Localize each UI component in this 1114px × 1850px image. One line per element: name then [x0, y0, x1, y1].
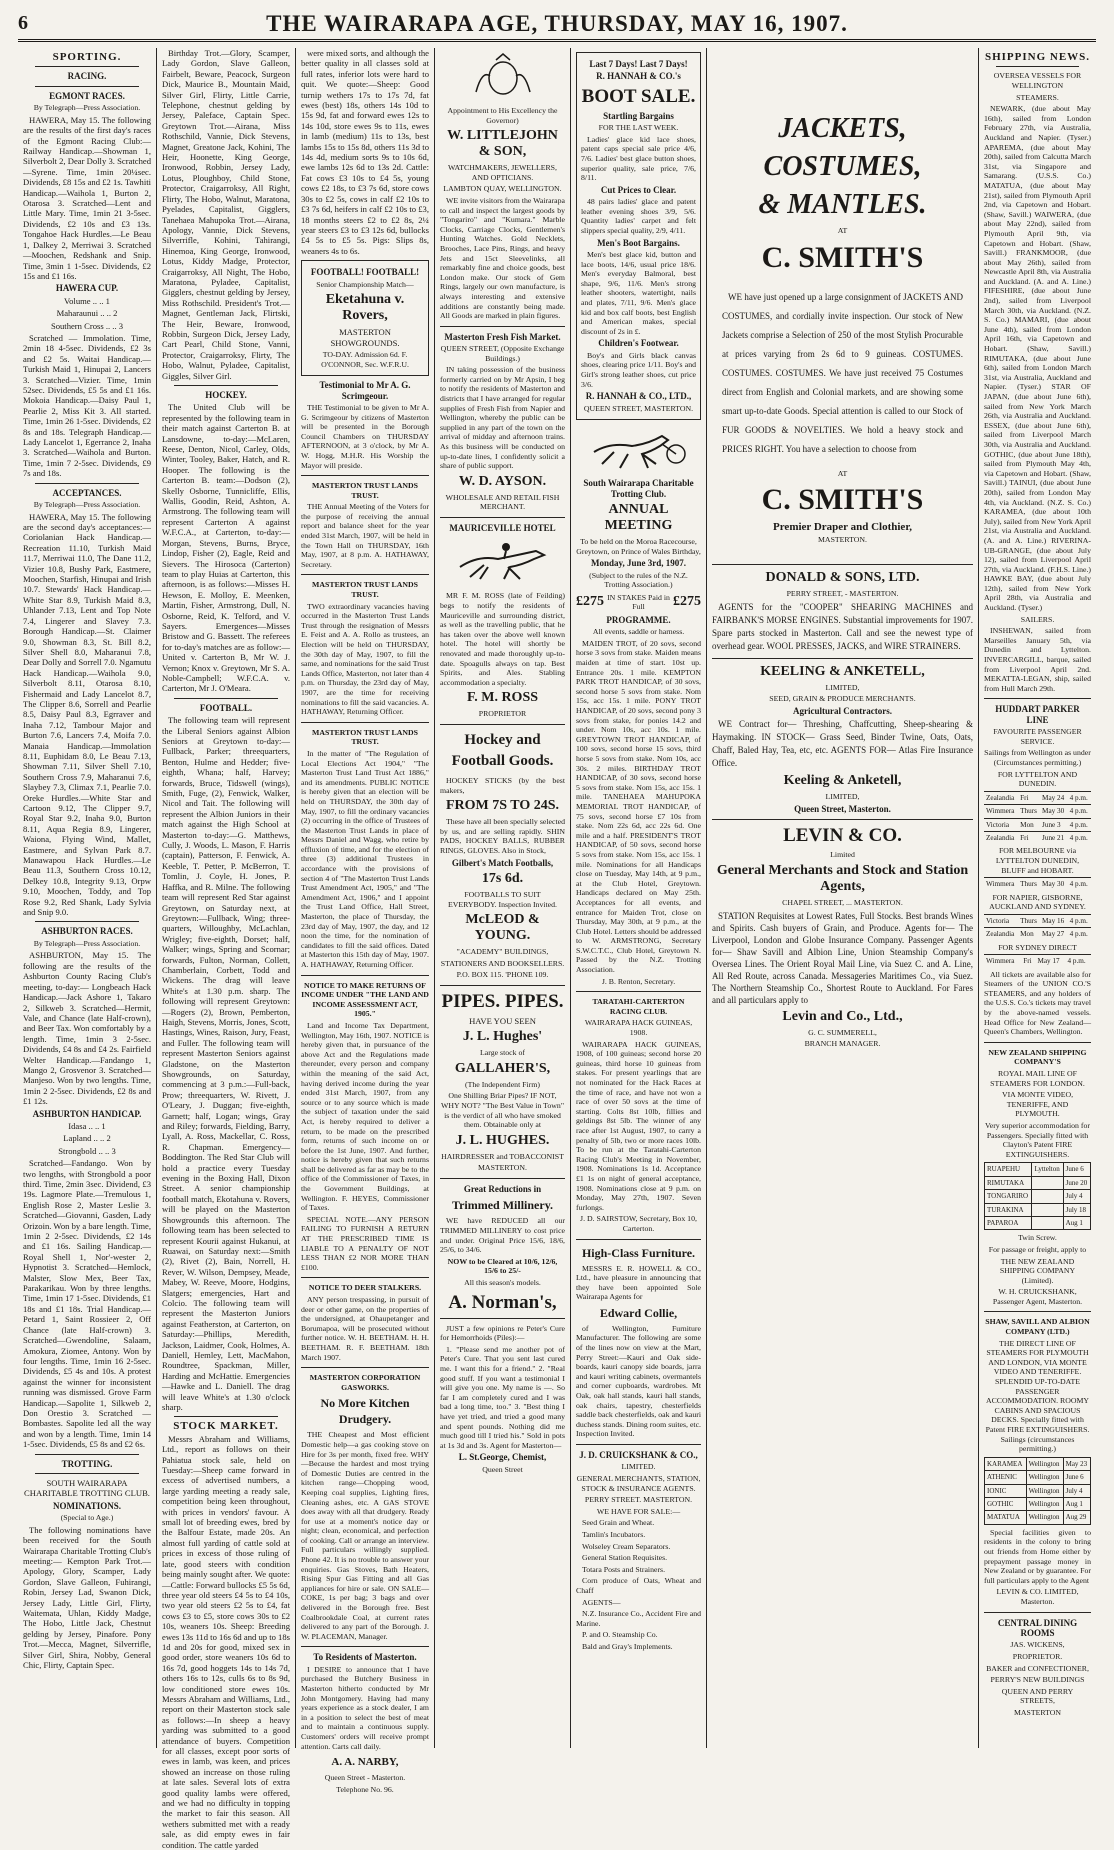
advert-text: FAVOURITE PASSENGER SERVICE.	[993, 727, 1082, 746]
table-row: Zealandia Fri June 21 4 p.m.	[984, 832, 1091, 845]
list-item: AGENTS—	[582, 1597, 621, 1607]
advert-text: Gilbert's Match Footballs,	[451, 857, 554, 868]
masthead	[18, 8, 1096, 42]
list-item: Tamlin's Incubators.	[582, 1529, 646, 1539]
advert-text: J. B. Renton, Secretary.	[601, 976, 676, 986]
advert-body: WE have REDUCED all our TRIMMED MILLINERY to cost price and under. Original Price 15/6, 18/6, 25/6, to 34/6.	[440, 1216, 565, 1255]
advertiser-name: J. L. HUGHES.	[455, 1132, 550, 1148]
advert-text: WATCHMAKERS, JEWELLERS, AND OPTICIANS.	[448, 163, 557, 182]
advertiser-name: A. Norman's,	[448, 1291, 557, 1313]
notice-body: In the matter of "The Regulation of Local Elections Act 1904," "The Masterton Trust Land Trust Act 1886," and its amendments. PUBLIC NOTICE is hereby given that an election will be held on THURSDAY, the 30th day of May, 1907, to fill the ordinary vacancies (2) occurring in the office of Trustees of the Masterton Trust Lands in place of Messrs Daniel and Wagg, who retire by effluxion of time, and for the election of three (3) additional Trustees in accordance with the provisions of section 4 of "The Masterton Trust Lands Trust Amendment Act, 1905," and "The Amendment Act, 1906," and I appoint the Trust Land Office, Hall Street, Masterton, the place of Thursday, the 23rd day of May, 1907, the day, and 12 noon the time, for the nomination of candidates to fill the said offices. Dated at Masterton this 15th day of May, 1907. A. HATHAWAY, Returning Officer.	[301, 748, 429, 969]
table-row: TONGARIRO July 4	[985, 1190, 1091, 1203]
byline: (Special to Age.)	[60, 1513, 114, 1523]
advert-body: AGENTS for the "COOPER" SHEARING MACHINES and FAIRBANK'S MORSE ENGINES. Substantial improvements for 1907. Spare parts stocked in Masterton. Call and see the newest type of overhead gear. WOOL PRESSES, JACKS, and WIRE STRAINERS.	[712, 601, 973, 651]
horse-and-rider-icon	[448, 537, 558, 587]
advert-text: To be held on the Moroa Racecourse, Greytown, on Prince of Wales Birthday,	[576, 536, 701, 556]
advertiser-name: C. SMITH'S	[761, 240, 924, 274]
advert-heading: & MANTLES.	[758, 189, 927, 220]
advert-body: Special facilities given to residents in the colony to bring out friends from Home either by prepayment passage money in New Zealand or by guarantee. For full particulars apply to the Agent	[984, 1527, 1091, 1585]
advert-text: Limited	[830, 850, 855, 860]
notice-heading: To Residents of Masterton.	[313, 1652, 417, 1663]
table-row: MATATUA Wellington Aug 29	[985, 1511, 1091, 1524]
advertiser-name: A. A. NARBY,	[331, 1756, 399, 1769]
table-row: Wimmera Fri May 17 4 p.m.	[984, 955, 1091, 968]
list-item: General Station Requisites.	[582, 1553, 668, 1563]
advert-text: LIMITED,	[825, 792, 860, 802]
advertiser-name: DONALD & SONS, LTD.	[765, 570, 920, 586]
advert-text: PERRY STREET. MASTERTON.	[584, 1495, 693, 1505]
article-body: NEWARK, (due about May 16th), sailed from London February 27th, via Australia, Auckland and Napier. (Tyser.) APAREMA, (due about May 20th), sailed from Calcutta March 31st, via Singapore and Samarang. (U.S.S. Co.) MATATUA, (due about May 21st), sailed from Plymouth April 2nd, via Capetown and Hobart. (Shaw, Savill.) WAIWERA, (due about May 22nd), sailed from Plymouth April 9th, via Capetown and Hobart. (Shaw, Savill.) FRANKMOOR, (due about May 26th), sailed from Newcastle April 8th, via Australia and Auckland. (A. and A. Line.) FIFESHIRE, (due about June 2nd), sailed from Liverpool March 30th, via Auckland. (N.Z. S. Co.) MAMARI, (due about June 4th), sailed from London April 16th, via Capetown and Hobart. (Shaw, Savill.) RIMUTAKA, (due about June 6th), sailed from London March 31st, via Australia, Auckland and Napier. (Tyser.) STAR OF JAPAN, (due about June 6th), sailed from New York March 26th, via Australia and Auckland. ESSEX, (due about June 6th), sailed from Liverpool March 30th, via Australia and Auckland. GOTHIC, (due about June 18th), sailed from Plymouth May 4th, via Capetown and Hobart. (Shaw, Savill.) TAINUI, (due about June 20th), sailed from London May 4th, via Auckland. (N.Z. S. Co.) KARAMEA, (due about 10th July), sailed from New York April 21st, via Australia and Auckland. (A. and A. Line.) RIVERINA-UB-GRANGE, (due about July 12), sailed from Liverpool April 27th, via Auckland. (F.H.S. Line.) HAWKE BAY, (due about July 12th), sailed from New York April 28th, via Australia and Auckland. (Tyser.)	[984, 104, 1091, 613]
advert-text: MASTERTON.	[478, 1163, 527, 1173]
advert-text: All this season's models.	[464, 1278, 541, 1287]
boot-sale-advert	[576, 52, 701, 420]
advert-body: Boy's and Girls black canvas shoes, clearing price 1/11. Boy's and Girl's strong leather shoes, cut price 3/6.	[581, 350, 696, 389]
advert-text: Queen Street	[482, 1464, 523, 1474]
advert-text: Twin Screw.	[1018, 1233, 1057, 1243]
event-date: Monday, June 3rd, 1907.	[590, 558, 686, 569]
advert-heading: CENTRAL DINING ROOMS	[997, 1617, 1078, 1638]
advert-heading: Trimmed Millinery.	[451, 1198, 554, 1213]
advert-heading: MAURICEVILLE HOTEL	[449, 523, 556, 533]
result-line: Strongbold .. .. 3	[58, 1145, 116, 1156]
advert-heading: COSTUMES,	[763, 151, 922, 182]
article-body: were mixed sorts, and although the better quality in all classes sold at full rates, inferior lots were hard to quit. We quote:—Sheep: Good turnip wethers 17s to 17s 7d, fat ewes (best) 18s, others 14s 10d to 15s 9d, fat and forward ewes 12s to 14s 10d, store ewes 9s to 11s, ewes in lamb (medium) 11s to 13s, best lambs 15s to 15s 8d, others 11s 3d to 14s 4d, medium sorts 9s to 10s 6d, ewe lambs 12s 6d to 13s 2d. Cattle: Fat cows £3 10s to £4 5s, young cows £2 18s, to £3 7s 6d, store cows 30s to £2 5s, cows in calf £2 10s to £3 7s 6d, heifers in calf £2 10s to £3, 18 months steers £2 to £2 8s, 2¼ year steers £3 to £3 12s 6d, bullocks £4 5s to £5 5s. Pigs: Slips 8s, weaners 4s to 6s.	[301, 48, 429, 256]
advert-heading: BOOT SALE.	[581, 85, 696, 107]
list-item: Wolseley Cream Separators.	[582, 1541, 671, 1551]
article-body: The following team will represent the Liberal Seniors against Albion Seniors at Greytown to-day:—Fullback, Parker; threequarters, Benton, Hulme and Hedder; five-eighth, Whana; half, Harvey; forwards, Bruce, Tidswell (wings), Smith, Fuge, (2), Fenwick, Walker, Nicol and Tait. The following will represent the Albion Juniors in their match against the High School at Masterton to-day:—G. Matthews, Cully, J. Woods, L. Mason, F. Harris (captain), Patterson, F. Fenwick, A. Keeble, T. Petter, P. McBerron, T. Tomlin, J. Coyle, H. Jones, P. Haffka, and R. Milne. The following team will represent Red Star against Greytown, on Saturday next, at Greytown:—Fullback, Wing; three-quarters, Willoughby, McLachlan, Wrigley; five-eighth, Dorset; half, Walker; wings, Spring and Scornar; forwards, Fulton, Norman, Collett, Chamberlain, Corbett, Todd and Wickens. The drag will leave White's at 1.30 p.m. sharp. The following will represent Greytown:—Rogers (2), Brown, Pemberton, Haigh, Stevens, Morris, Jones, Scott, Hastings, Wines, Raison, Jury, Feast, and Fuller. The following team will represent Masterton Seniors against Gladstone, on the Masterton Showgrounds, on Saturday, commencing at 3 p.m.:—Full-back, Prow; threequarters, W. Rivett, J. O'Leary, J. Duggan; five-eighth, Garnett; half, Logan; wings, Gray and Riley; forwards, Fielding, Barry, Lyall, A. Ross, Mackellar, C. Ross, R. Chapman. Emergency—Boddington. The Red Star Club will hold a practice every Tuesday evening in the Boxing Hall, Dixon Street. A senior championship football match, Ekotahuna v. Rovers, will be played on the Masterton Showgrounds this afternoon. The following team has been selected to represent Kourii against Hukanui, at Ruawai, on Saturday next:—Smith (2), Rivet (2), Bain, Norrell, H. Rever, W. Wilson, Dempsey, Meade, Mabey, W. Reeve, Moore, Hodgins, Slatgers; emergencies, Hart and Colcio. The following team will represent the Masterton Juniors against Featherston, at Carterton, on Saturday:—Phillips, Meredith, Jackson, Laidmer, Cook, Holmes, A. Daniell, Hemley, Lett, MacMahon, Roundtree, Spackman, Miller, Harding and McHattie. Emergencies—Hawke and L. Daniell. The drag will leave White's at 1.30 o'clock sharp.	[162, 715, 290, 1412]
advertiser-name: R. HANNAH & CO.'s	[596, 71, 681, 82]
article-body: HAWERA, May 15. The following are the results of the first day's races of the Egmont Racing Club:— Railway Handicap.—Showman 1, Silverbolt 2, Dear Dolly 3. Scratched—Syrene. Time, 1min 20¼sec. Dividends, £8 15s and £2 1s. Tawhiti Handicap.—Waihola 1, Burton 2, Otarosa 3. Scratched—Lent and Little Mary. Time, 1min 21 3-5sec. Dividends, £2 10s and £3 13s. Tongahoe Hack Hurdles.—Le Beau 1, Dalkey 2, Merriwai 3. Scratched—Moochen, Redshank and Snip. Time, 3min 1 1-5sec. Dividends, £2 15s and £1 16s.	[23, 114, 151, 281]
table-row: Zealandia Fri May 24 4 p.m.	[984, 791, 1091, 804]
advertiser-address: Queen Street - Masterton.	[324, 1773, 406, 1783]
article-body: The United Club will be represented by the following team in their match against Carterton B. at Lansdowne, to-day:—McLaren, Reese, Denton, Nicol, Carley, Olds, Winter, Tooley, Baker, Hatch, and R. Hooper. The following is the Carterton B. team:—Dodson (2), Skelly Osborne, Tunnicliffe, Ellis, Wallis, Goodin, Reid, Ashton, A. Armstrong. The following team will represent Carterton A against W.F.C.A., at Carterton, to-day:—Morgan, Stevens, Burns, Bryce, Lindop, Fisher (2), Eagle, Reid and Sievers. The Hirosoca (Carterton) team to play Huias at Carterton, this afternoon, is as follows:—Misses H. Hewson, E. Molloy, E. Meenken, Martin, Fisher, Armstrong, Dull, N. Osborne, Reid, K. Telford, and V. Sayers. Emergences—Misses Bristow and G. Bassett. The referees for to-day's matches are as follow:—United v. Carterton B, Mr W. J. Vernon; Knox v. Greytown, Mr S. A. Noble-Campbell; W.F.C.A. v. Carterton, Mr J. O'Meara.	[162, 402, 290, 694]
article-heading: NOMINATIONS.	[52, 1500, 122, 1511]
advert-text: BRANCH MANAGER.	[804, 1039, 881, 1049]
sailing-table	[984, 877, 1091, 890]
notice-body: THE Annual Meeting of the Voters for the purpose of receiving the annual report and balance sheet for the year ended 31st March, 1907, will be held in the Town Hall on THURSDAY, 16th May, 1907, at 8 p.m. A. HATHAWAY, Secretary.	[301, 502, 429, 569]
byline: By Telegraph—Press Association.	[33, 103, 141, 113]
advert-text: Startling Bargains	[603, 110, 674, 121]
route-heading: FOR NAPIER, GISBORNE, AUCKLAND AND SYDNEY.	[989, 892, 1086, 912]
advert-text: FOOTBALLS TO SUIT EVERYBODY. Inspection Invited.	[447, 889, 557, 909]
list-item: Bald and Gray's Implements.	[582, 1641, 673, 1651]
table-row: Wimmera Thurs May 30 4 p.m.	[984, 805, 1091, 818]
article-body: HAWERA, May 15. The following are the second day's acceptances:— Coriolanian Hack Handicap.—Recreation 11.10, Turkish Maid 11.7, Merriwai 11.0, The Dane 11.2, Vizier 10.8, Bushy Park, Eastmere, Moochen, Starfish, Hinupai and Irish 10.7. Stewards' Hack Handicap.—White Star 8.9, Turkish Maid 8.3, Uhlander 7.13, Lent and Top Note 7.4, Lingerer and Slavey 7.3. Borough Handicap.—St. Claimer 9.0, Showman 8.3, St. Bill 8.2, Silver Shell 8.0, Maharanui 7.8, Dear Dolly and Sorrell 7.0. Ngamutu Hack Handicap.—Waihola 9.0, Silverbolt 8.11, Otarosa 8.10, Fishermaid and Lady Lancelot 8.7, The Clipper 8.6, Sorrell and Pearlie 8.5, Daisy Paul 8.3, Egrraver and Inaha 7.12, Tambour Major and Burton 7.6, Lancers 7.4, Moifa 7.0. Manaia Handicap.—Immolation 8.11, Euphidam 8.0, Le Beau 7.13, Showman 7.11, Silver Shell 7.10, Southern Cross 7.9, Maharanui 7.6, Slaybey 7.3, Climax 7.1, Pearlie 7.0. Oreke Hurdles.—White Star and Cartoon 9.12, The Clipper 9.7, Royal Star 9.2, Inaha 9.0, Burton 8.11, Aqua Regia 8.9, Lingerer, Waiona, Flying Wind, Mallet, Eastmere, and Sylvan Park 8.7. Manawapou Hack Hurdles.—Le Beau 11.3, Southern Cross 10.12, Delkey 10.8, Integrity 9.13, Orpw 9.10, Moochen, Toddy, and Top Rose 9.2, Red Shank, Lady Sylvia and Snip 9.0.	[23, 511, 151, 918]
notice-heading: Testimonial to Mr A. G. Scrimgeour.	[319, 380, 411, 401]
advert-text: FOR THE LAST WEEK.	[598, 123, 679, 133]
advert-text: HAVE YOU SEEN	[469, 1015, 536, 1026]
advert-text: Last 7 Days! Last 7 Days!	[589, 59, 688, 69]
advert-body: WE invite visitors from the Wairarapa to call and inspect the largest goods by "Tongariro" and "Kumara." Marble Clocks, Carriage Clocks, Gentlemen's Hunting Watches. Gold Necklets, Brooches, Lace Pins, Rings, and heavy Jets and 15ct Sleevelinks, all remarkably fine and choice goods, best London make. Our stock of Gem Rings, largely our own manufacture, is always interesting and extensive additions are constantly being made. All Goods are marked in plain figures.	[440, 195, 565, 321]
advert-text: P.O. BOX 115. 'PHONE 109.	[456, 970, 549, 980]
table-row: KARAMEA Wellington May 23	[985, 1457, 1091, 1470]
table-row: PAPAROA Aug 1	[985, 1216, 1091, 1229]
advert-text: "ACADEMY" BUILDINGS,	[456, 947, 549, 957]
advert-text: LIMITED,	[825, 682, 860, 692]
result-line: Southern Cross .. .. 3	[50, 320, 124, 331]
advert-body: MESSRS E. R. HOWELL & CO., Ltd., have pleasure in announcing that they have been appointed Sole Wairarapa Agents for	[576, 1263, 701, 1302]
advert-text: Sailings from Wellington as under (Circumstances permitting.)	[984, 748, 1091, 767]
route-heading: FOR LYTTELTON AND DUNEDIN.	[997, 769, 1078, 789]
result-line: Idasa .. .. 1	[68, 1120, 106, 1131]
advert-text: SEED, GRAIN & PRODUCE MERCHANTS.	[769, 694, 916, 704]
advert-heading: SHAW, SAVILL AND ALBION COMPANY (LTD.)	[985, 1317, 1090, 1337]
advert-body: IN taking possession of the business formerly carried on by Mr Apsin, I beg to notify the residents of Masterton and districts that I have arranged for regular supplies of Fresh Fish from Napier and Wellington, whereby the public can be supplied in any part of the town on the arrival of midday and afternoon trains. As this business will be conducted on up-to-date lines, I confidently solicit a share of public support.	[440, 365, 565, 471]
advert-body: Men's best glace kid, button and lace boots, 14/6, usual price 18/6. Men's everyday Balmoral, best shape, 9/6, 11/6. Men's strong leather shooters, watertight, nails and plates, 7/11, 9/6. Men's glace kid and box calf boots, best English and American makes, special discount of 2s in £.	[581, 249, 696, 336]
advertiser-name: KEELING & ANKETELL,	[760, 663, 925, 679]
stakes-banner	[576, 593, 701, 612]
notice-body: Land and Income Tax Department, Wellington, May 16th, 1907. NOTICE is hereby given that, in pursuance of the above Act and the Regulations made thereunder, every person and company within the meaning of the said Act, having derived income during the year ended 31st March, 1907, from any source or to any source which is made the subject of taxation under the said Act, is hereby required to deliver a return, to be made on the prescribed form, returns of such income on or before the 1st June, 1907. And further, notice is hereby given that such returns shall be delivered as far as may be to the office of the Commissioner of Taxes, in the Government Buildings, at Wellington. F. HEYES, Commissioner of Taxes.	[301, 1020, 429, 1213]
column-2	[157, 48, 296, 1850]
advert-text: Premier Draper and Clothier,	[773, 521, 912, 534]
table-row: RUAPEHU Lyttelton June 6	[985, 1163, 1091, 1176]
list-item: Totara Posts and Strainers.	[582, 1564, 666, 1574]
stakes-label: IN STAKES Paid in Full	[607, 592, 670, 612]
advertiser-name: Edward Collie,	[599, 1305, 678, 1320]
article-heading: SOUTH WAIRARAPA CHARITABLE TROTTING CLUB.	[24, 1477, 150, 1499]
advert-body: WE Contract for— Threshing, Chaffcutting, Sheep-shearing & Haymaking. IN STOCK— Grass Seed, Binder Twine, Oats, Oats, Chaff, Baled Hay, Tea, etc, etc. AGENTS FOR— Atlas Fire Insurance Office.	[712, 719, 973, 769]
advert-heading: ANNUAL MEETING	[604, 501, 673, 533]
advert-body: 48 pairs ladies' glace and patent leather evening shoes 3/9, 5/6. Quantity ladies' carpet and felt slippers special quality, 2/9, 4/11.	[581, 197, 696, 235]
advert-text: Appointment to His Excellency the Governor)	[447, 106, 558, 125]
advert-heading: Masterton Fresh Fish Market.	[444, 331, 561, 342]
advert-text: J. D. SAIRSTOW, Secretary, Box 10, Carterton.	[580, 1214, 697, 1233]
advert-text: (The Independent Firm)	[465, 1079, 540, 1089]
sailing-table	[984, 954, 1091, 967]
advertiser-name: R. HANNAH & CO., LTD.,	[585, 391, 692, 402]
advert-body: MR F. M. ROSS (late of Feilding) begs to notify the residents of Mauriceville and surrounding district, as well as the travelling public, that he has taken over the above well known hotel. The hotel will shortly be renovated and made thoroughly up-to-date. Spoagulls always on tap. Best Spirits, and Ales. Stabling accommodation a specialty.	[440, 591, 565, 687]
advertiser-phone: Telephone No. 96.	[336, 1784, 394, 1794]
subsection-heading: RACING.	[67, 71, 107, 82]
advertiser-name: LEVIN & CO.	[783, 825, 902, 847]
advert-body: All tickets are available also for Steamers of the UNION CO.'S STEAMERS, and any holders of the U.S.S. Co.'s tickets may travel by the above-named vessels. Head Office for New Zealand—Queen's Chambers, Wellington.	[984, 969, 1091, 1037]
advert-text: LIMITED.	[621, 1462, 656, 1472]
table-row: GOTHIC Wellington Aug 1	[985, 1498, 1091, 1511]
article-body: ASHBURTON, May 15. The following are the results of the Ashburton County Racing Club's meeting, to-day:— Longbeach Hack Handicap.—Jack Ashore 1, Takaro 2, Silkweb 3. Scratched—Hermit, Vale, and Chance (late Half-crown), and Beer Tax. Won comfortably by a length. Time, 1min 3 2-5sec. Dividends, £4 8s and £4 2s. Fairfield Welter Handicap.—Fandango 1, Mango 2, Grosvenor 3. Scratched—Manjeso. Won by two lengths. Time, 1min 2 2-5sec. Dividends, £2 8s and £1 12s.	[23, 950, 151, 1107]
notice-heading: MASTERTON TRUST LANDS TRUST.	[312, 481, 418, 500]
advert-text: LEVIN & CO. LIMITED, Masterton.	[996, 1587, 1079, 1606]
table-row: TURAKINA July 18	[985, 1203, 1091, 1216]
advertiser-name: W. LITTLEJOHN & SON,	[447, 128, 558, 160]
advert-heading: Children's Footwear.	[598, 338, 679, 349]
article-heading: HAWERA CUP.	[55, 283, 119, 294]
advert-heading: Men's Boot Bargains.	[597, 237, 680, 248]
section-heading: SHIPPING NEWS.	[984, 51, 1091, 63]
article-body: INSHEWAN, sailed from Marseilles January 5th, via Dunedin and Lyttelton. INVERCARGILL, barque, sailed from Liverpool April 2nd. MEKATTA-LEGAN, ship, sailed from Hull March 29th.	[984, 626, 1091, 693]
advert-text: TO-DAY. Admission 6d. F. O'CONNOR, Sec. W.F.R.U.	[321, 349, 409, 369]
advertiser-name: Levin and Co., Ltd.,	[782, 1008, 903, 1024]
advert-text: LAMBTON QUAY, WELLINGTON.	[443, 184, 562, 194]
byline: By Telegraph—Press Association.	[33, 938, 141, 948]
notice-body: I DESIRE to announce that I have purchased the Butchery Business in Masterton hitherto conducted by Mr John Montgomery. Having had many years experience as a stock dealer, I am in a position to select the best of meat and to maintain a continuous supply. Customers' orders will receive prompt attention. Carts call daily.	[301, 1664, 429, 1751]
table-row: Victoria Mon June 3 4 p.m.	[984, 818, 1091, 831]
table-row: IONIC Wellington July 4	[985, 1484, 1091, 1497]
advert-body: One Shilling Briar Pipes? IF NOT, WHY NOT? "The Best Value in Town" is the verdict of all who have smoked them. Obtainable only at	[440, 1091, 565, 1130]
article-body: Scratched—Fandango. Won by two lengths, with Strongbold a poor third. Time, 2min 3sec. Dividend, £3 19s. Lagmore Plate.—Tremulous 1, English Rose 2, Master Leslie 3. Scratched—Giovanni, Gasden, Lady Orizoin. Won by a bare length. Time, 1min 2 2-5sec. Dividends, £2 14s and £1 16s. Sailing Handicap.—Royal Shell 1, Nor'-wester 2, Hypnotist 3. Scratched—Hemlock, Malster, Slow Mex, Beer Tax, Parakarikau. Won by three lengths. Time, 1min 17 1-5sec. Dividends, £1 18s and £1 18s. Trial Handicap.—Petard 1, Saint Rossieer 2, Off Chance (late Half-crown) 3. Scratched—Gwendoline, Salaam, Amokura, Ziomee, Antony. Won by four lengths. Time, 1min 16 2-5sec. Dividends, £5 4s and 10s. A protest against the winner for inconsistent running was dismissed. Grove Farm Handicap.—Sapolite 1, Silkweb 2, Don Orestio 3. Scratched — Bombastes. Sapolite led all the way and won by a length. Time, 1min 14 1-5sec. Dividends, £5 8s and £2 6s.	[23, 1158, 151, 1450]
advertiser-name: McLEOD & YOUNG.	[465, 912, 540, 944]
result-line: Volume .. .. 1	[64, 295, 110, 306]
advert-text: PERRY STREET, - MASTERTON.	[786, 589, 899, 599]
table-row: Victoria Thurs May 16 4 p.m.	[984, 914, 1091, 927]
advertiser-name: Keeling & Anketell,	[783, 773, 902, 789]
advert-text: W. H. CRUICKSHANK, Passenger Agent, Masterton.	[992, 1287, 1083, 1306]
advert-text: QUEEN STREET, MASTERTON.	[583, 403, 694, 413]
advert-body: HOCKEY STICKS (by the best makers,	[440, 775, 565, 795]
advert-text: CHAPEL STREET, ... MASTERTON.	[782, 897, 903, 907]
advert-heading: South Wairarapa Charitable Trotting Club.	[583, 478, 694, 499]
advert-text: Queen Street, Masterton.	[794, 803, 891, 814]
advertiser-name: L. St.George, Chemist,	[458, 1452, 547, 1463]
column-6	[707, 48, 979, 1748]
list-item: N.Z. Insurance Co., Accident Fire and Marine.	[576, 1609, 701, 1628]
advertiser-name: W. D. AYSON.	[458, 473, 547, 489]
notice-body: THE Testimonial to be given to Mr A. G. Scrimgeour by citizens of Masterton will be presented in the Borough Council Chambers on THURSDAY AFTERNOON, at 3 o'clock, by Mr A. W. Hogg, M.H.R. His Worship the Mayor will preside.	[301, 402, 429, 470]
article-heading: OVERSEA VESSELS FOR WELLINGTON	[993, 71, 1082, 90]
article-body: The following nominations have been received for the South Wairarapa Charitable Trotting Club's meeting:— Kempton Park Trot.—Apology, Glory, Scamper, Lady Gordon, Slave Galleon, Fuhirangi, Robin, Jersey Lad, Swanon Dick, Jersey Lady, Little Girl, Flirty, Waitemata, Uhlan, Kiddy Madge, The Hobo, Little Jack, Chestnut gelding by Jersey, Pinafore. Pony Trot.—Mecca, Magnet, Silverrifle, Silver Girl, Shira, Nobby, General Chic, Flirty, Captain Spec.	[23, 1524, 151, 1671]
table-row: ATHENIC Wellington June 6	[985, 1471, 1091, 1484]
advert-text: PROPRIETOR.	[1012, 1651, 1063, 1661]
advert-heading: HUDDART PARKER LINE	[995, 704, 1080, 725]
column-5	[571, 48, 707, 1748]
article-body: Messrs Abraham and Williams, Ltd., report as follows on their Pahiatua stock sale, held on Tuesday:—Sheep came forward in excess of advertised numbers, a large yarding meeting a ready sale, competition being keen throughout, with prices in vendors' favour. A small lot of breeding ewes, bred by the Balfour Estate, made 20s. An almost full yarding of cattle sold at prices in excess of those ruling of late, good steers with condition being mainly sought after. We quote:—Cattle: Forward bullocks £5 5s 6d, three year old steers £4 5s to £4 10s, two year old steers £2 5s to £4, fat cows £3 to £5, store cows 30s to £2 10s, weaners 10s. Sheep: Breeding ewes 13s 11d to 16s 6d and up to 18s 1d and 20s for good, mixed sex in good order, store weaners 10s 6d to 16s 7d, good hoggets 14s to 14s 7d, others 16s to 12s, culls 6s to 8s 9d, low conditioned store ewes 10s. Messrs Abraham and Williams, Ltd., report on their Masterton stock sale as follows:—In sheep a heavy yarding was submitted to a good attendance of buyers. Competition for all classes, except poor sorts of ewes in lamb, was keen, and prices showed an increase on those ruling at late sales. Several lots of extra good quality lambs were offered, and we had no difficulty in topping the market to fair this season. All wethers submitted met with a ready sale, as did empty ewes in fair condition. The cattle yarded	[162, 1433, 290, 1850]
advert-text: (Subject to the rules of the N.Z. Trotting Association.)	[589, 570, 688, 590]
advert-heading: JACKETS,	[778, 113, 907, 144]
article-heading: FOOTBALL.	[199, 702, 253, 713]
article-body: Scratched — Immolation. Time, 2min 18 4-5sec. Dividends, £2 3s and £2 5s. Waitai Handicap.—Turkish Maid 1, Hinupai 2, Lancers 3. Scratched—Vizier. Time, 1min 52sec. Dividends, £5 5s and £1 16s. Mokoia Handicap.—Daisy Paul 1, Pearlie 2, Miss Kit 3. All started. Time, 1min 26 1-5sec. Dividends, £2 8s and 18s. Telegraph Handicap.—Lady Lancelot 1, Egerrance 2, Inaha 3. Scratched—Waihola and Burton. Time, 1min 7 2-5sec. Dividends, £9 7s and 18s.	[23, 332, 151, 479]
advert-body: WE have just opened up a large consignment of JACKETS AND COSTUMES, and cordially invite inspection. Our stock of New Jackets comprise a Selection of 250 of the most Stylish Procurable at prices varying from 2s 6d to 9 guineas. COSTUMES. COSTUMES. COSTUMES. We have just received 75 Costumes direct from English and Colonial markets, and are showing some smart up-to-date Goods. Special attention is called to our Stock of FUR GOODS & NOVELTIES. We hold a heavy stock and PRICES RIGHT. You have a selection to choose from	[722, 291, 963, 454]
advert-text: Senior Championship Match—	[316, 279, 414, 289]
result-line: Maharaunui .. .. 2	[56, 308, 118, 319]
notice-heading: NOTICE TO DEER STALKERS.	[308, 1283, 422, 1293]
advert-body: WAIRARAPA HACK GUINEAS, 1908, of 100 guineas; second horse 20 guineas, third horse 10 guineas from stakes. For present yearlings that are not nominated for the Hack Races at the time of race, and have not won a race of over 50 sovs at the time of starting. Colts 8st 10lb, fillies and geldings 8st 5lb. The winner of any race after 1st August, 1907, to carry a penalty of 5lb, two or more races 10lb. To be run at the Taratahi-Carterton Racing Club's Meeting in November, 1908. Nominations 1s 1d. Acceptance £1 1s on night of general acceptance, 1908. Nominations close at 9 p.m. on Monday, May 27th, 1907. Seven furlongs.	[576, 1039, 701, 1212]
football-advert	[301, 260, 429, 376]
advert-text: HAIRDRESSER and TOBACCONIST	[441, 1151, 564, 1161]
notice-body: ANY person trespassing, in pursuit of deer or other game, on the properties of the undersigned, at Ohaupetanger and Borumapoa, will be prosecuted without further notice. W. H. BEETHAM. H. H. BEETHAM. R. F. BEETHAM. 18th March 1907.	[301, 1295, 429, 1362]
advert-body: 1. "Please send me another pot of Peter's Cure. That you sent last cured me. I want this for a friend." 2. "Real good stuff. If you want a testimonial I will give you one. My name is —. So far I am completely cured and I was bad a long time, too." 3. "Best thing I have yet tried, and tried a good many and spent pounds. Nothing did me much good till I tried his." Sold in pots at 1s 3d and 3s. Agent for Masterton—	[440, 1344, 565, 1450]
advert-text: THE NEW ZEALAND SHIPPING COMPANY (Limited).	[999, 1256, 1076, 1285]
sailing-table	[984, 1162, 1091, 1230]
result-line: Lapland .. .. 2	[63, 1133, 111, 1144]
advert-tagline: No More Kitchen Drudgery.	[320, 1396, 410, 1427]
advert-heading: TARATAHI-CARTERTON RACING CLUB.	[592, 997, 685, 1016]
advert-body: Very superior accommodation for Passengers. Specially fitted with Clayton's Patent FIRE EXTINGUISHERS.	[984, 1120, 1090, 1159]
list-item: Seed Grain and Wheat.	[582, 1518, 655, 1528]
advert-body: These have all been specially selected by us, and are selling rapidly. SHIN PADS, HOCKEY BALLS, RUBBER RINGS, GLOVES. Also in Stock,	[440, 817, 565, 855]
advert-text: AT	[837, 226, 848, 235]
article-heading: HOCKEY.	[205, 390, 247, 400]
route-heading: FOR MELBOURNE via LYTTELTON DUNEDIN, BLUFF and HOBART.	[995, 846, 1080, 875]
column-shipping	[979, 48, 1096, 1748]
advert-text: MASTERTON.	[818, 534, 867, 544]
advert-text: AT	[837, 468, 848, 478]
advert-text: G. C. SUMMERELL,	[808, 1027, 877, 1037]
trotting-horse-icon	[584, 424, 694, 474]
notice-body: THE Cheapest and Most efficient Domestic help—a gas cooking stove on Hire for 3s per month, fixed free. WHY—Because the hardest and most trying of Domestic Duties are centred in the kitchen range—Chopping wood, Keeping coal supplies, Lighting fires, Cleaning ashes, etc. A GAS STOVE does away with all that drudgery. Ready for use at a moment's notice day or night; clean, economical, and perfection of cooking. Call or arrange an interview. Full particulars willingly supplied. Phone 42. It is no trouble to answer your enquiries. Gas Stoves, Bath Heaters, Rising Spur Gas Fitting and all Gas appliances for hire or sale. ON SALE—COKE, 1s per bag; 3 bags and over delivered in the Borough free. Best Coalbrookdale Coal, at current rates delivered to any part of the Borough. J. W. PLACEMAN, Manager.	[301, 1430, 429, 1641]
article-body: Birthday Trot.—Glory, Scamper, Lady Gordon, Slave Galleon, Fairbelt, Beware, Peacock, Surgeon Dick, Maurice B., Mountain Maid, Silver Girl, Flirty, Little Carrie, Telephone, chestnut gelding by Jersey, Paleface, Captain Spec. Greytown Trot.—Airana, Miss Rothschild, Vannie, Dick Stevens, Magnet, Greatone Jack, Kohini, The Heir, Hoonette, King George, Ironwood, Robbin, Jersey Lady, Lotus, Ploughboy, Child Stone, Protector, Craigarroksy, All Right, Flirty, The Hobo, Walnut, Maratona, Pyelades, Capitalist, Gigglers, Tanehaea Mahupoka Trot.—Airana, Apology, Vannie, Dick Stevens, Silverrifle, Kohini, Tahirangi, Hinemoa, King George, Ironwood, Lotus, Kiddy Madge, Protector, Craigarroksy, All Night, The Hobo, Maratona, Pyladee, Capitalist, Gigglers, chestnut gelding by Jersey, Miss Rothschild. President's Trot.—Magnet, Gentleman Jack, Flirtski, The Heir, Beware, Ironwood, Robbin, Surgeon Dick, Jersey Lady, Cart Pearl, Child Stone, Vanni, Protector, Craigarroksy, Flirty, The Hobo, Walnut, Pyladee, Capitalist, Giggles, Silver Girl.	[162, 48, 290, 381]
table-row: RIMUTAKA June 20	[985, 1176, 1091, 1189]
sailing-table	[984, 1457, 1091, 1525]
newspaper-title: THE WAIRARAPA AGE, THURSDAY, MAY 16, 1907.	[266, 10, 848, 36]
advert-text: MASTERTON SHOWGROUNDS.	[330, 327, 400, 348]
page-number: 6	[18, 12, 28, 34]
sailing-table	[984, 791, 1091, 845]
notice-heading: MASTERTON TRUST LANDS TRUST.	[312, 727, 418, 747]
advert-text: Eketahuna v. Rovers,	[325, 292, 405, 324]
advert-body: THE DIRECT LINE OF STEAMERS FOR PLYMOUTH AND LONDON, VIA MONTE VIDEO AND TENERIFFE. SPLENDID UP-TO-DATE PASSENGER ACCOMMODATION. ROOMY CABINS AND SPACIOUS DECKS. Specially fitted with Patent FIRE EXTINGUISHERS. Sailings (circumstances permitting.)	[985, 1338, 1090, 1454]
advert-text: PROPRIETOR	[478, 709, 527, 719]
column-4	[435, 48, 571, 1748]
list-item: Corn produce of Oats, Wheat and Chaff	[576, 1576, 701, 1595]
advertiser-name: JAS. WICKENS,	[1010, 1640, 1065, 1650]
advert-text: NOW to be Cleared at 10/6, 12/6, 15/6 to 25/-	[447, 1256, 558, 1276]
advert-text: WAIRARAPA HACK GUINEAS, 1908.	[584, 1018, 693, 1038]
article-heading: STEAMERS.	[1016, 92, 1059, 102]
advert-text: ROYAL MAIL LINE OF STEAMERS FOR LONDON.	[990, 1068, 1085, 1088]
advert-body: STATION Requisites at Lowest Rates, Full Stocks. Best brands Wines and Spirits. Cash buyers of Grain, and Produce. Agents for— The Liverpool, London and Globe Insurance Company. Passenger Agents for— Shaw Savill and Albion Line, Union Steamship Company's Oversea Lines. The Orient Royal Mail Line, via Suez C. and A. Line, All Red Route, across Canada. Messageries Maritimes Co., via Suez. The Northern Steamship Co., Shortest Route to Auckland. For Fares and all particulars apply to	[712, 910, 973, 1005]
column-3	[296, 48, 435, 1794]
route-heading: FOR SYDNEY DIRECT	[998, 942, 1077, 952]
advert-heading: General Merchants and Stock and Station Agents,	[716, 862, 969, 894]
advert-heading: PROGRAMME.	[606, 614, 671, 625]
advert-heading: NEW ZEALAND SHIPPING COMPANY'S	[988, 1047, 1087, 1067]
notice-body: SPECIAL NOTE.—ANY PERSON FAILING TO FURNISH A RETURN AT THE PRESCRIBED TIME IS LIABLE TO A PENALTY OF NOT LESS THAN £2 NOR MORE THAN £100.	[301, 1214, 429, 1272]
advert-heading: FOOTBALL! FOOTBALL!	[310, 267, 420, 278]
section-heading: SPORTING.	[52, 51, 122, 63]
notice-heading: MASTERTON CORPORATION GASWORKS.	[309, 1373, 421, 1392]
list-item: P. and O. Steamship Co.	[582, 1630, 658, 1640]
column-1	[18, 48, 157, 1748]
advert-body: Ladies' glace kid lace shoes, patent caps special sale price 4/6, 7/6. Ladies' best glace button shoes, superior quality, sale price, 7/6, 8/11.	[581, 134, 696, 183]
advert-text: WE HAVE FOR SALE:—	[596, 1506, 681, 1516]
advertiser-name: C. SMITH'S	[761, 483, 924, 517]
advert-text: Large stock of	[480, 1048, 525, 1058]
stakes-amount: £275	[673, 594, 701, 610]
article-heading: ASHBURTON RACES.	[41, 926, 133, 937]
article-heading: ASHBURTON HANDICAP.	[32, 1108, 142, 1119]
stakes-amount: £275	[576, 594, 604, 610]
advert-text: WHOLESALE AND RETAIL FISH MERCHANT.	[445, 492, 560, 512]
notice-body: TWO extraordinary vacancies having occurred in the Masterton Trust Lands Trust through the resignation of Messrs E. Feist and A. A. Rollo as trustees, an Election will be held on THURSDAY, the 30th day of May, 1907, to fill the same, and nominations for the said Trust Lands Office, Masterton, not later than 4 p.m. on Thursday, the 23rd day of May, 1907, are the time for receiving nominations to fill the said vacancies. A. HATHAWAY, Returning Officer.	[301, 601, 429, 717]
advert-text: BAKER and CONFECTIONER,	[986, 1663, 1089, 1673]
notice-heading: NOTICE TO MAKE RETURNS OF INCOME UNDER "THE LAND AND INCOME ASSESSMENT ACT, 1905."	[301, 980, 429, 1019]
advert-price: 17s 6d.	[481, 870, 524, 886]
subsection-heading: TROTTING.	[61, 1458, 113, 1469]
article-heading: EGMONT RACES.	[49, 90, 125, 101]
advert-text: PERRY'S NEW BUILDINGS	[990, 1675, 1085, 1685]
advert-heading: Cut Prices to Clear.	[600, 184, 677, 195]
article-heading: STOCK MARKET.	[173, 1420, 279, 1433]
advert-text: QUEEN AND PERRY STREETS,	[1001, 1686, 1074, 1706]
article-heading: SAILERS.	[1020, 614, 1055, 624]
advert-body: JUST a few opinions re Peter's Cure for Hemorrhoids (Piles):—	[440, 1323, 565, 1343]
table-row: Wimmera Thurs May 30 4 p.m.	[984, 878, 1091, 891]
advert-price: FROM 7S TO 24S.	[445, 798, 560, 814]
advert-text: GENERAL MERCHANTS, STATION, STOCK & INSURANCE AGENTS.	[576, 1474, 701, 1493]
notice-heading: MASTERTON TRUST LANDS TRUST.	[312, 580, 418, 600]
advert-heading: High-Class Furniture.	[581, 1245, 696, 1260]
advertiser-name: F. M. ROSS	[466, 690, 539, 706]
advert-heading: Agricultural Contractors.	[793, 705, 892, 716]
advert-text: All events, saddle or harness.	[592, 627, 685, 637]
byline: By Telegraph—Press Association.	[33, 500, 141, 510]
advert-text: QUEEN STREET, (Opposite Exchange Buildings.)	[440, 344, 565, 363]
advert-heading: PIPES. PIPES.	[441, 990, 564, 1012]
advert-text: GALLAHER'S,	[454, 1060, 551, 1076]
sailing-table	[984, 914, 1091, 941]
advertiser-name: J. L. Hughes'	[462, 1029, 543, 1045]
advert-text: For passage or freight, apply to	[988, 1244, 1087, 1254]
advert-body: MAIDEN TROT, of 20 sovs, second horse 3 sovs from stake. Maiden means maiden at time of start. 10st up. Entrance 20s. 1 mile. KEMPTON PARK TROT HANDICAP, of 30 sovs, second horse 5 sovs from stake. Nom 15s, acc 15s. 1 mile. PONY TROT HANDICAP, of 20 sovs, second pony 3 sovs from stake, for ponies 14.2 and under. Nom 10s, acc 10s. 1 mile. GREYTOWN TROT HANDICAP, of 100 sovs, second horse 15 sovs, third horse 5 sovs from stake. Nom 10s, acc 30s. 2 miles. BIRTHDAY TROT HANDICAP, of 30 sovs, second horse 5 sovs from stake. Nom 15s, acc 15s. 1 mile. TANEHAEA MAHUPOKA MEMORIAL TROT HANDICAP, of 75 sovs, second horse £7 10s from stake. Nom 22s 6d, acc 22s 6d. One mile and a half. PRESIDENT'S TROT HANDICAP, of 50 sovs, second horse 5 sovs from stake. Nom 15s, acc 15s. 1 mile. Nominations for all Handicaps close on Tuesday, May 14th, at 9 p.m., at the Club Hotel, Greytown. Handicaps declared on May 25th. Acceptances for all events, and entrance for Maiden Trot, close on Thursday, May 30th, at 9 p.m., at the Club Hotel. Letters should be addressed to W. ARMSTRONG, Secretary S.W.C.T.C., Club Hotel, Greytown N. Passed by the N.Z. Trotting Association.	[576, 638, 701, 975]
advert-text: MASTERTON	[1013, 1707, 1062, 1717]
royal-crest-icon	[448, 52, 558, 102]
advert-text: STATIONERS AND BOOKSELLERS.	[440, 958, 565, 968]
advert-body: of Wellington, Furniture Manufacturer. The following are some of the lines now on view at the Mart, Perry Street:—Kauri and Oak side-boards, kauri canopy side boards, jarra and kauri writing cabinets, overmantels and corner cupboards, wardrobes. Mt Oak, oak hall stands, kauri hall stands, oak chairs, tapestry, chesterfields saddle back chesterfields, oak and kauri duchess stands. Dining room suites, etc. Inspection Invited.	[576, 1323, 701, 1439]
table-row: Zealandia Mon May 27 4 p.m.	[984, 928, 1091, 941]
advert-text: VIA MONTE VIDEO, TENERIFFE, AND PLYMOUTH.	[1001, 1090, 1074, 1119]
article-heading: ACCEPTANCES.	[52, 487, 122, 498]
advert-heading: Hockey and Football Goods.	[451, 731, 554, 769]
advertiser-name: J. D. CRUICKSHANK & CO.,	[579, 1450, 698, 1460]
advert-heading: Great Reductions in	[463, 1184, 542, 1195]
